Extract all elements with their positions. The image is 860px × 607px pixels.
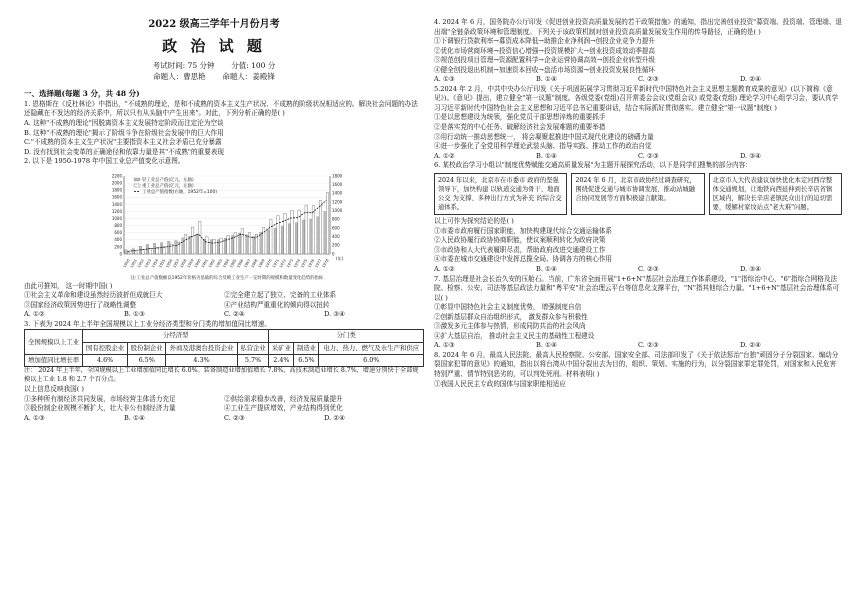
bar-light-industry bbox=[210, 240, 213, 254]
q6-stem: 6. 某校政治学习小组以"制度优势赋能交通高质量发展"为主题开展探究活动，以下是同学们搜集的部分内容： bbox=[434, 161, 752, 170]
q7-answer: B. ①④ bbox=[536, 341, 557, 350]
y-tick-label-right: 200 bbox=[332, 242, 340, 248]
x-tick-label: 1972 bbox=[278, 258, 287, 269]
q2-option: ④产业结构严重重化的倾向得以扭转 bbox=[224, 300, 330, 309]
q4-option: ①下调银行贷款利率→募资成本降低→助推企业净利润→创投企业竞争力提升 bbox=[434, 37, 655, 46]
bar-light-industry bbox=[239, 233, 242, 254]
x-tick-label: 1959 bbox=[186, 258, 195, 269]
x-tick-label: 1952 bbox=[136, 258, 145, 269]
y-tick-label-left: 200 bbox=[114, 244, 122, 250]
x-tick-label: 1956 bbox=[165, 258, 174, 269]
bar-light-industry bbox=[260, 232, 263, 254]
q4-answers bbox=[434, 75, 842, 85]
bar-heavy-industry bbox=[198, 221, 201, 254]
q3-after: 以上信息反映我国( ) bbox=[24, 385, 84, 394]
q8-stem: 8. 2024 年 6 月，最高人民法院、最高人民检察院、公安部、国家安全部、司法部印发了《关于依法惩治"台独"顽固分子分裂国家、煽动分裂国家犯罪的意见》的通知，指出以将台湾从中国分裂出去为目的，组织、策划、实施的行为，以分裂国家罪定罪处罚，对国家和人民危害特别严重、情节特别恶劣的，可以判处死刑。材料表明( ) bbox=[434, 350, 839, 378]
table-cell: 6.0% bbox=[319, 355, 424, 367]
x-tick-label: 1974 bbox=[293, 258, 302, 269]
exam-title: 2022 级高三学年十月份月考 bbox=[148, 19, 280, 30]
x-tick-label: 1955 bbox=[158, 258, 167, 269]
x-tick-label: 1978 bbox=[321, 258, 330, 269]
y-tick-label-right: 600 bbox=[332, 225, 340, 231]
legend-label: 工业总产值指数(右轴，1952年=100) bbox=[142, 189, 217, 195]
bar-light-industry bbox=[160, 242, 163, 253]
left-column bbox=[24, 18, 424, 423]
y-tick-label-left: 800 bbox=[114, 222, 122, 228]
bar-light-industry bbox=[217, 240, 220, 254]
q6-answer: D. ③④ bbox=[740, 264, 762, 273]
q5-answer: B. ①④ bbox=[536, 151, 557, 160]
y-tick-label-right: 1000 bbox=[332, 207, 343, 213]
x-tick-label: 1970 bbox=[264, 258, 273, 269]
section-heading: 一、选择题(每题 3 分，共 48 分) bbox=[24, 89, 140, 98]
exam-meta bbox=[4, 61, 424, 72]
legend-swatch-heavy bbox=[134, 184, 140, 187]
bar-heavy-industry bbox=[163, 246, 166, 253]
y-tick-label-left: 400 bbox=[114, 236, 122, 242]
bar-light-industry bbox=[295, 223, 298, 254]
q7-answer: D. ②④ bbox=[740, 341, 762, 350]
table-cell: 2.4% bbox=[269, 355, 294, 367]
x-tick-label: 1976 bbox=[307, 258, 316, 269]
q5-answer: C. ②③ bbox=[638, 151, 659, 160]
q6-option: ①市委市政府履行国家职能，加快构建现代综合交通运输体系 bbox=[434, 226, 613, 235]
x-tick-label: 1962 bbox=[207, 258, 216, 269]
y-tick-label-left: 1600 bbox=[111, 194, 122, 200]
q3-option: ①多种所有制经济共同发展，市场经营主体活力充足 bbox=[24, 394, 176, 403]
x-tick-label: 1967 bbox=[243, 258, 252, 269]
x-tick-label: 1954 bbox=[151, 258, 160, 269]
bar-light-industry bbox=[182, 237, 185, 253]
bar-heavy-industry bbox=[319, 200, 322, 254]
q6-option: ②人民政协履行政协协商职能，使议案顺利转化为政府决策 bbox=[434, 236, 606, 245]
bar-heavy-industry bbox=[149, 248, 152, 254]
q5-option: ①是以思想建设为统领，强化党员干部思想淬炼的重要抓手 bbox=[434, 113, 606, 122]
bar-light-industry bbox=[167, 241, 170, 254]
q3-answer: A. ①③ bbox=[24, 413, 45, 422]
bar-heavy-industry bbox=[170, 244, 173, 254]
bar-light-industry bbox=[274, 228, 277, 254]
table-header: 外商及港澳台投资企业 bbox=[166, 342, 237, 354]
q5-option: ④进一步强化了全党用科学理论武装头脑、指导实践、推动工作的政治自觉 bbox=[434, 142, 652, 151]
y-tick-label-right: 800 bbox=[332, 216, 340, 222]
bar-heavy-industry bbox=[142, 249, 145, 253]
right-column bbox=[434, 18, 842, 389]
y-tick-label-left: 1400 bbox=[111, 201, 122, 207]
x-tick-label: 1971 bbox=[271, 258, 280, 269]
y-tick-label-right: 0 bbox=[332, 251, 335, 257]
q1-option: B. 这种"不成熟的理论"揭示了阶级斗争在阶级社会发展中的巨大作用 bbox=[24, 128, 224, 137]
bar-heavy-industry bbox=[312, 205, 315, 253]
x-tick-label: 1965 bbox=[229, 258, 238, 269]
q6-material-boxes bbox=[434, 173, 842, 216]
q2-answer: B. ①③ bbox=[124, 310, 145, 319]
table-cell: 4.6% bbox=[83, 355, 128, 367]
chart-caption: 注:工业总产值数额以1952年价格为基础的综合反映工业生产一定时期的规模和数量变化趋势的指标 bbox=[130, 275, 324, 280]
x-tick-label: 1958 bbox=[179, 258, 188, 269]
table-cell: 6.5% bbox=[294, 355, 319, 367]
y-tick-label-left: 1000 bbox=[111, 215, 122, 221]
q4-answer: D. ②④ bbox=[740, 75, 762, 84]
q4-option: ③规范创投项目管理→资源配置科学→企业运营协调高效→创投企业转型升级 bbox=[434, 56, 655, 65]
q7-option: ①彰显中国特色社会主义制度优势， 增强制度自信 bbox=[434, 303, 582, 312]
q2-option: ②完全建立起了独立、完备的工业体系 bbox=[224, 291, 337, 300]
material-box: 北京市人大代表建议加快优化本定河西岸整体交通规划，让地铁向西延伸到长辛店省镇区域内，解决长辛店老镇民众出行的迫切需要，缓解村家坟站点"老大难"问题。 bbox=[709, 173, 842, 216]
bar-light-industry bbox=[253, 236, 256, 254]
chart-svg bbox=[102, 170, 352, 280]
q6-answer: C. ②③ bbox=[638, 264, 659, 273]
q3-options bbox=[24, 395, 424, 414]
q7-answer: A. ①③ bbox=[434, 341, 455, 350]
x-tick-label: 1951 bbox=[129, 258, 138, 269]
legend-label: 轻工业总产值(亿元，左轴) bbox=[142, 177, 194, 183]
bar-light-industry bbox=[246, 235, 249, 254]
table-header: 分经济型 bbox=[83, 330, 269, 342]
bar-light-industry bbox=[125, 249, 128, 253]
q3-answer: C. ②③ bbox=[224, 413, 245, 422]
bar-heavy-industry bbox=[326, 192, 329, 253]
q1-option: C."不成熟的资本主义生产状况"主要指资本主义社会矛盾已充分暴露 bbox=[24, 138, 222, 147]
q3-option: ③股份制企业规模不断扩大，壮大非公有制经济力量 bbox=[24, 404, 176, 413]
industry-output-chart bbox=[102, 170, 352, 280]
y-tick-label-right: 1800 bbox=[332, 173, 343, 179]
x-tick-label: 1964 bbox=[222, 258, 231, 269]
x-tick-label: 1966 bbox=[236, 258, 245, 269]
exam-authors bbox=[4, 72, 424, 83]
q2-after: 由此可推知， 这一时期中国( ) bbox=[24, 281, 113, 290]
bar-heavy-industry bbox=[191, 227, 194, 254]
x-tick-label: 1969 bbox=[257, 258, 266, 269]
q4-stem: 4. 2024 年 6 月，国务院办公厅印发《促进创业投资高质量发展的若干政策措施》的通知，指出完善创业投资"募资端、投资端、管理端、退出端"全链条政策环境和管理制度。下列关于该政策机制对创业投资高质量发展发生作用的传导路径，正确的是( ) bbox=[434, 18, 842, 36]
x-tick-label: 1963 bbox=[215, 258, 224, 269]
bar-heavy-industry bbox=[206, 236, 209, 253]
exam-time: 考试时间: 75 分钟 bbox=[152, 61, 215, 71]
table-row-label: 增加值同比增长率 bbox=[25, 355, 83, 367]
y-tick-label-right: 1200 bbox=[332, 199, 343, 205]
bar-light-industry bbox=[324, 211, 327, 254]
q2-stem: 2. 以下是 1950-1978 年中国工业总产值变化示意图。 bbox=[24, 157, 185, 166]
table-header: 分门类 bbox=[269, 330, 424, 342]
q1-stem: 1. 恩格斯在《反杜林论》中指出，"不成熟的理论，是和不成熟的资本主义生产状况、不成熟的阶级状况相适应的。解决社会问题的办法还隐藏在不发达的经济关系中，所以只有从头脑中产生出来"。对此，下列分析正确的是( ) bbox=[24, 99, 418, 118]
table-header: 全国规模以上工业 bbox=[25, 330, 83, 355]
q4-option: ②优化市场营商环境→投资信心增强→投资规模扩大→创业投资成效动季提高 bbox=[434, 46, 655, 55]
subject-title: 政 治 试 题 bbox=[162, 36, 266, 55]
x-tick-label: 1961 bbox=[200, 258, 209, 269]
y-tick-label-left: 2000 bbox=[111, 180, 122, 186]
q6-answer: B. ①④ bbox=[536, 264, 557, 273]
q3-stem: 3. 下表为 2024 年上半年全国规模以上工业分经济类型和分门类的增加值同比增速。 bbox=[24, 319, 271, 328]
x-tick-label: 1968 bbox=[250, 258, 259, 269]
bar-light-industry bbox=[302, 220, 305, 254]
bar-light-industry bbox=[189, 236, 192, 254]
q7-answer: C. ②③ bbox=[638, 341, 659, 350]
q6-answer: A. ①② bbox=[434, 264, 455, 273]
q3-table bbox=[24, 329, 424, 367]
q3-answer: B. ①④ bbox=[124, 413, 145, 422]
bar-heavy-industry bbox=[269, 219, 272, 253]
bar-light-industry bbox=[196, 234, 199, 254]
bar-heavy-industry bbox=[227, 235, 230, 253]
x-tick-label: 1957 bbox=[172, 258, 181, 269]
q3-option: ②供给需求稳步改善，经济发展质量提升 bbox=[224, 394, 343, 403]
x-tick-label: 1953 bbox=[143, 258, 153, 269]
q4-answer: A. ①③ bbox=[434, 75, 455, 84]
table-cell: 4.3% bbox=[166, 355, 237, 367]
q2-answer: A. ①② bbox=[24, 310, 45, 319]
legend-swatch-light bbox=[134, 178, 140, 181]
bar-heavy-industry bbox=[248, 232, 251, 253]
q2-option: ③国家经济政策因势进行了战略性调整 bbox=[24, 300, 137, 309]
table-header: 采矿业 bbox=[269, 342, 294, 354]
q4-answer: B. ①④ bbox=[536, 75, 557, 84]
q3-answers bbox=[24, 414, 424, 424]
q2-option: ①社会主义革命和建设虽然经历波折但成就巨大 bbox=[24, 291, 163, 300]
q5-answer: A. ①② bbox=[434, 151, 455, 160]
bar-heavy-industry bbox=[127, 252, 130, 253]
q5-option: ②是落实党的中心任务、破解经济社会发展难题的重要举措 bbox=[434, 123, 606, 132]
table-header: 私营企业 bbox=[237, 342, 269, 354]
bar-heavy-industry bbox=[220, 238, 223, 254]
author-1: 命题人：曹思艳 bbox=[153, 72, 206, 82]
bar-heavy-industry bbox=[277, 215, 280, 253]
bar-light-industry bbox=[288, 224, 291, 254]
table-cell: 5.7% bbox=[237, 355, 269, 367]
x-axis-unit: (年) bbox=[336, 255, 344, 261]
q6-after: 以上可作为探究结论的是( ) bbox=[434, 217, 514, 226]
q5-option: ③用行动统一推动思想统一， 将会凝聚起推进中国式现代化建设的磅礴力量 bbox=[434, 132, 654, 141]
bar-light-industry bbox=[267, 230, 270, 254]
bar-heavy-industry bbox=[241, 229, 244, 254]
bar-light-industry bbox=[281, 226, 284, 254]
author-2: 命题人：姜殿锋 bbox=[222, 72, 275, 82]
q6-option: ④市委在城市交通建设中发挥总揽全局、协调各方的核心作用 bbox=[434, 255, 613, 264]
q3-option: ④工业生产提质增效，产业结构得到优化 bbox=[224, 404, 343, 413]
q2-answer: D. ③④ bbox=[324, 310, 346, 319]
y-tick-label-left: 600 bbox=[114, 229, 122, 235]
bar-heavy-industry bbox=[234, 232, 237, 253]
x-tick-label: 1960 bbox=[193, 258, 202, 269]
bar-heavy-industry bbox=[213, 239, 216, 254]
bar-heavy-industry bbox=[284, 213, 287, 254]
y-tick-label-right: 1400 bbox=[332, 190, 343, 196]
bar-light-industry bbox=[310, 219, 313, 254]
q1-option: A. 这种"不成熟的理论"因脱离资本主义发展特定阶段而注定沦为空谈 bbox=[24, 118, 224, 127]
bar-light-industry bbox=[153, 243, 156, 254]
bar-light-industry bbox=[175, 240, 178, 253]
q1-option: D. 没有找到社会变革的正确途径和依靠力量是其"不成熟"的重要表现 bbox=[24, 147, 224, 156]
y-tick-label-right: 1600 bbox=[332, 181, 343, 187]
q6-option: ③市政协和人大代表履职尽责，帮助政府改进交通建设工作 bbox=[434, 245, 606, 254]
x-tick-label: 1973 bbox=[286, 258, 295, 269]
y-tick-label-right: 400 bbox=[332, 233, 340, 239]
legend-label: 重工业总产值(亿元，左轴) bbox=[142, 183, 194, 189]
y-tick-label-left: 0 bbox=[119, 251, 122, 257]
material-box: 2024 年 6 月，北京市政协经过调查研究，围绕促进交通与城市协调发展、推动站城融合协同发展等方面积极建言献策。 bbox=[571, 173, 704, 216]
q3-answer: D. ②④ bbox=[324, 413, 346, 422]
q3-note: 注： 2024 年上半年，全国规模以上工业增加值同比增长 6.0%。装备制造业增加值增长 7.8%，高技术制造业增长 8.7%，增速分别快于全部规模以上工业 1.8 和 2.7 个百分点。 bbox=[24, 367, 419, 384]
q2-answers bbox=[24, 310, 424, 320]
table-header: 电力、热力、燃气及水生产和供应 bbox=[319, 342, 424, 354]
table-header: 股份制企业 bbox=[128, 342, 166, 354]
q7-option: ②创新基层群众自治组织形式， 激发群众参与积极性 bbox=[434, 312, 588, 321]
q4-answer: C. ②③ bbox=[638, 75, 659, 84]
y-tick-label-left: 1200 bbox=[111, 208, 122, 214]
table-header: 国有控股企业 bbox=[83, 342, 128, 354]
bar-heavy-industry bbox=[184, 234, 187, 254]
q7-answers bbox=[434, 341, 842, 351]
table-cell: 6.5% bbox=[128, 355, 166, 367]
q6-answers bbox=[434, 265, 842, 275]
y-tick-label-left: 2200 bbox=[111, 173, 122, 179]
x-tick-label: 1975 bbox=[300, 258, 309, 269]
q5-answers bbox=[434, 152, 842, 162]
bar-heavy-industry bbox=[291, 210, 294, 254]
q2-options bbox=[24, 291, 424, 310]
y-tick-label-left: 1800 bbox=[111, 187, 122, 193]
q7-stem: 7. 基层治理是社会长治久安的压舱石。当前，广东省全面开展"1+6+N"基层社会治理工作体系建设，"1"指综治中心，"6"指综合网格及法院、检察、公安、司法等基层政法力量和"粤平安"社会治理云平台等信息化支撑平台，"N"指其他综合力量。"1+6+N"基层社会治理体系可以( ) bbox=[434, 274, 840, 302]
x-tick-label: 1977 bbox=[314, 258, 323, 269]
q5-answer: D. ③④ bbox=[740, 151, 762, 160]
bar-heavy-industry bbox=[135, 252, 138, 254]
exam-score: 分值: 100 分 bbox=[231, 61, 276, 71]
q5-stem: 5.2024 年 2 月，中共中央办公厅印发《关于巩固拓展学习贯彻习近平新时代中国特色社会主义思想主题教育成果的意见》(以下简称《意见》)。《意见》提出，建立健全"第一议题"制度。各级党委(党组)召开常委会会议(党组会议) 或党委(党组) 理论学习中心组学习会，要认真学习习近平新时代中国特色社会主义思想和习近平总书记重要讲话，结合实际抓好贯彻落实。建立健全"第一议题"制度( ) bbox=[434, 84, 839, 112]
q7-option: ④扩大基层自治， 推动社会主义民主的基础性工程建设 bbox=[434, 331, 595, 340]
bar-light-industry bbox=[317, 216, 320, 253]
material-box: 2024 年以来，北京市在市委市 政府的坚强领导下，加快构建 以轨道交通为骨干、地面公交 为支撑、多种出行方式为补充 的综合交通体系。 bbox=[434, 173, 567, 216]
q8-option: ①我国人民民主专政的国体与国家职能相适应 bbox=[434, 379, 566, 388]
bar-light-industry bbox=[132, 248, 135, 253]
x-tick-label: 1950 bbox=[122, 258, 131, 269]
q7-option: ③激发多元主体参与热情，形成同防共治的社会风尚 bbox=[434, 322, 586, 331]
q2-answer: C. ②④ bbox=[224, 310, 245, 319]
table-header: 制造业 bbox=[294, 342, 319, 354]
q4-option: ④健全创投退出机制→加速资本回收→盘活市场资源→创业投资发展良性循环 bbox=[434, 65, 655, 74]
